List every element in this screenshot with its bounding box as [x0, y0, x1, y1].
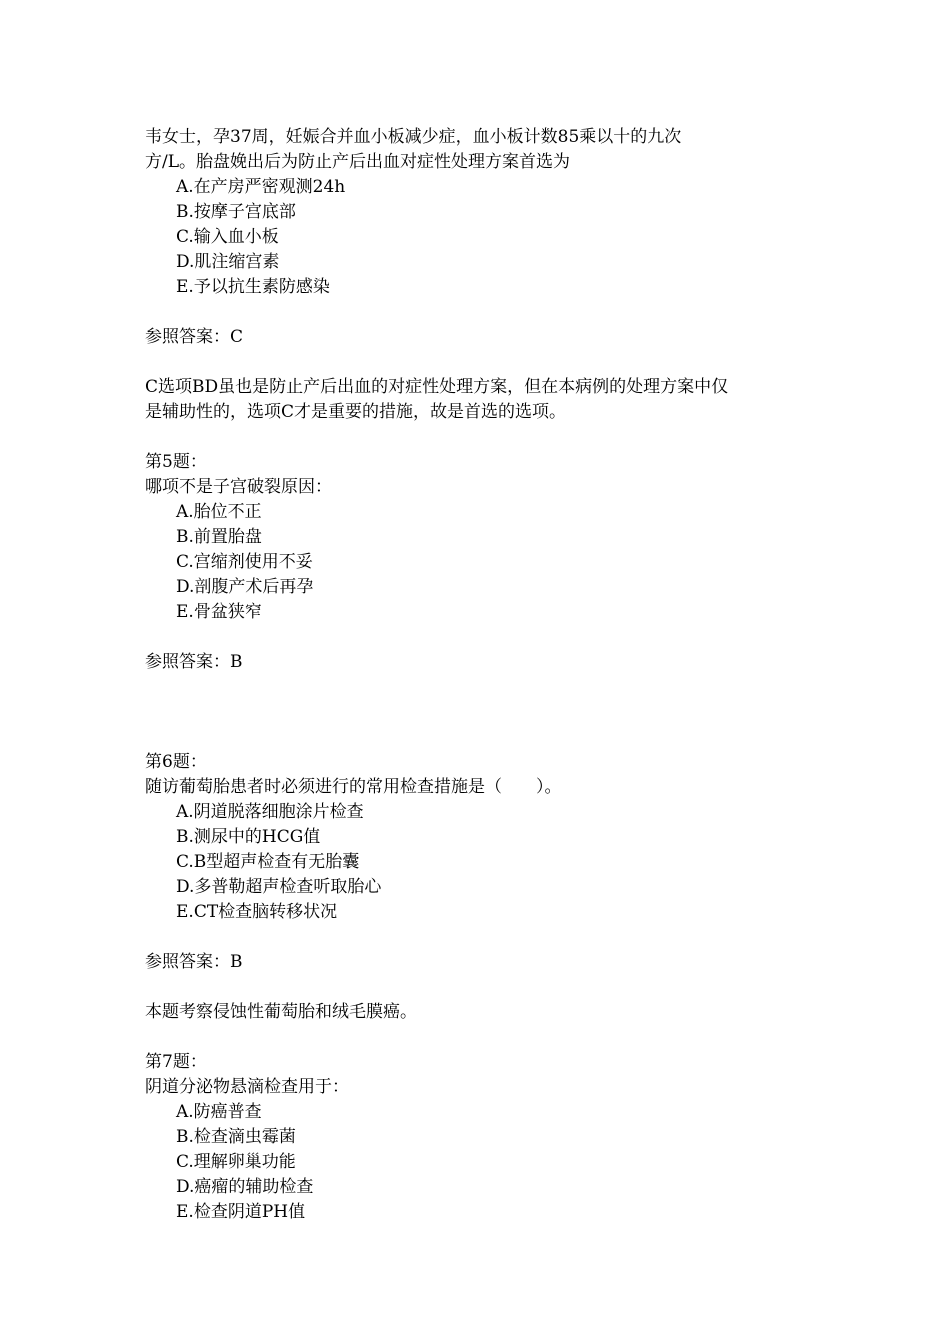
question-stem: 方/L。胎盘娩出后为防止产后出血对症性处理方案首选为 [145, 152, 571, 172]
question-7 [145, 1050, 825, 1225]
document-page [145, 125, 825, 1225]
option-e: E.骨盆狭窄 [176, 602, 262, 622]
option-a: A.胎位不正 [176, 502, 262, 522]
question-number: 第6题： [145, 752, 207, 772]
answer-explanation: C选项BD虽也是防止产后出血的对症性处理方案，但在本病例的处理方案中仅 [145, 377, 729, 397]
question-stem: 哪项不是子宫破裂原因： [145, 477, 332, 497]
option-a: A.防癌普查 [176, 1102, 262, 1122]
option-c: C.B型超声检查有无胎囊 [176, 852, 360, 872]
option-b: B.前置胎盘 [176, 527, 262, 547]
reference-answer: 参照答案：B [145, 952, 243, 972]
question-6 [145, 750, 825, 1025]
option-d: D.肌注缩宫素 [176, 252, 280, 272]
option-e: E.予以抗生素防感染 [176, 277, 330, 297]
option-e: E.检查阴道PH值 [176, 1202, 306, 1222]
option-a: A.阴道脱落细胞涂片检查 [176, 802, 364, 822]
question-number: 第5题： [145, 452, 207, 472]
option-d: D.多普勒超声检查听取胎心 [176, 877, 382, 897]
option-a: A.在产房严密观测24h [176, 177, 346, 197]
question-stem: 韦女士，孕37周，妊娠合并血小板减少症，血小板计数85乘以十的九次 [145, 127, 682, 147]
option-e: E.CT检查脑转移状况 [176, 902, 338, 922]
reference-answer: 参照答案：B [145, 652, 243, 672]
question-number: 第7题： [145, 1052, 207, 1072]
option-c: C.理解卵巢功能 [176, 1152, 296, 1172]
question-stem: 阴道分泌物悬滴检查用于： [145, 1077, 349, 1097]
question-4 [145, 125, 825, 425]
option-b: B.检查滴虫霉菌 [176, 1127, 296, 1147]
question-5 [145, 450, 825, 675]
reference-answer: 参照答案：C [145, 327, 244, 347]
answer-explanation: 本题考察侵蚀性葡萄胎和绒毛膜癌。 [145, 1002, 417, 1022]
answer-explanation: 是辅助性的，选项C才是重要的措施，故是首选的选项。 [145, 402, 567, 422]
option-c: C.宫缩剂使用不妥 [176, 552, 313, 572]
option-b: B.按摩子宫底部 [176, 202, 296, 222]
option-b: B.测尿中的HCG值 [176, 827, 321, 847]
option-c: C.输入血小板 [176, 227, 279, 247]
option-d: D.剖腹产术后再孕 [176, 577, 314, 597]
option-d: D.癌瘤的辅助检查 [176, 1177, 314, 1197]
question-stem: 随访葡萄胎患者时必须进行的常用检查措施是（ ）。 [145, 777, 562, 797]
